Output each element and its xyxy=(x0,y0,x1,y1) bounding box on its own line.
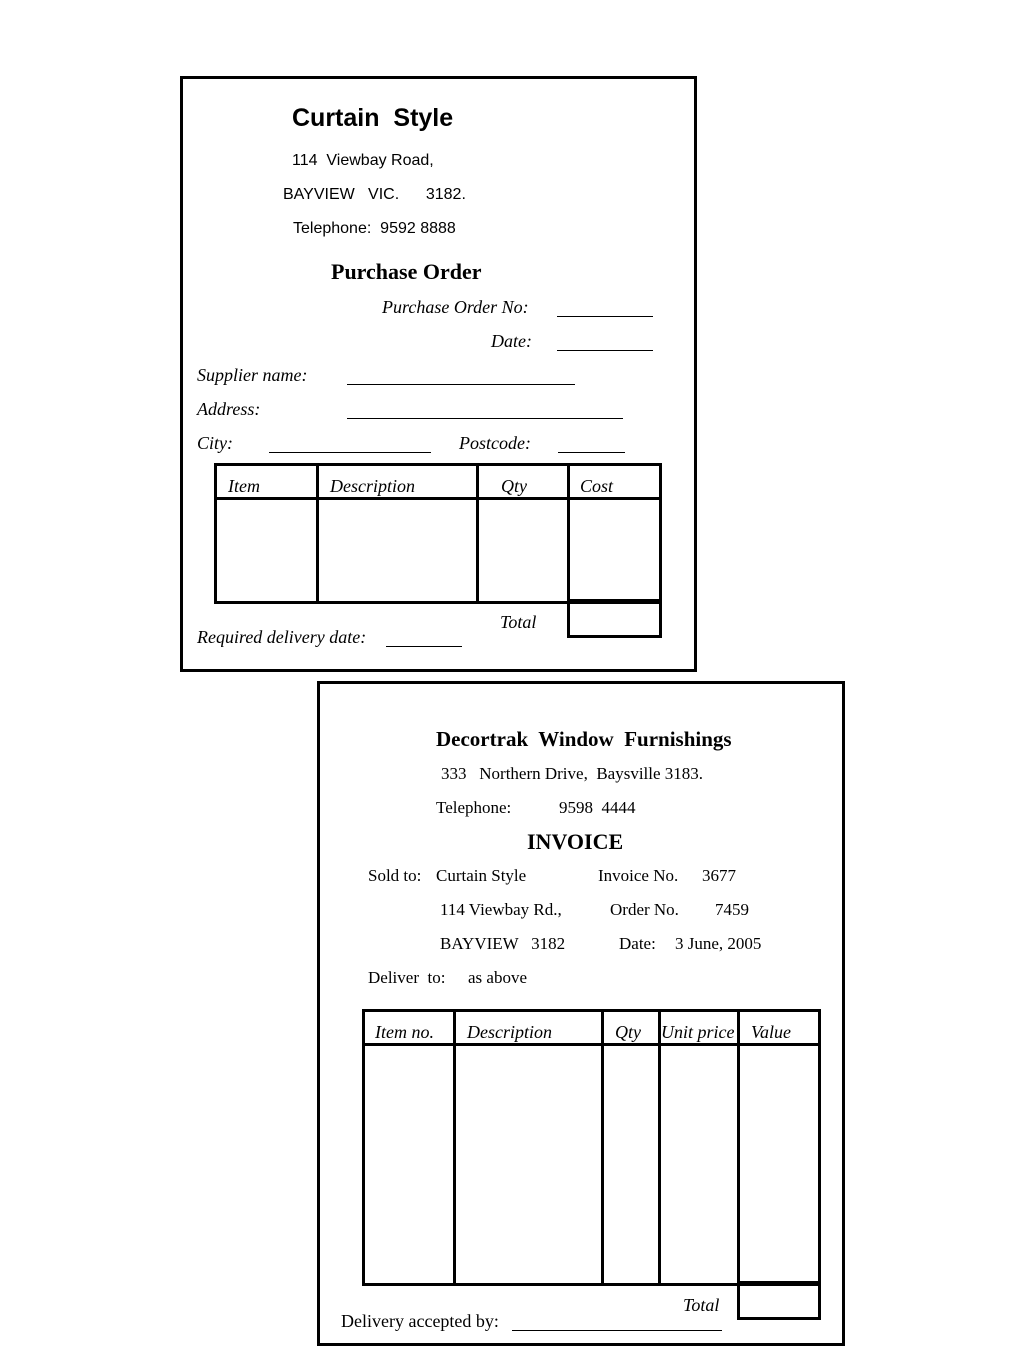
po-supplier-label: Supplier name: xyxy=(197,365,308,385)
po-total-label: Total xyxy=(500,612,537,632)
invoice-col-item-no: Item no. xyxy=(375,1022,434,1042)
invoice-total-label: Total xyxy=(683,1295,720,1315)
invoice-company-address: 333 Northern Drive, Baysville 3183. xyxy=(441,764,704,783)
po-delivery-date-line xyxy=(386,646,462,647)
invoice-delivery-accepted-line xyxy=(512,1330,722,1331)
po-address-line1: 114 Viewbay Road, xyxy=(292,152,434,169)
po-address-label: Address: xyxy=(197,399,261,419)
invoice-col-qty: Qty xyxy=(615,1022,641,1042)
invoice-deliver-to-label: Deliver to: xyxy=(368,968,446,987)
invoice-date-value: 3 June, 2005 xyxy=(675,934,762,953)
invoice-telephone-value: 9598 4444 xyxy=(559,798,636,817)
po-address-line2: BAYVIEW VIC. 3182. xyxy=(283,186,466,203)
invoice-delivery-accepted-label: Delivery accepted by: xyxy=(341,1311,499,1331)
invoice-sold-to-city: BAYVIEW 3182 xyxy=(440,934,566,953)
invoice-sold-to-label: Sold to: xyxy=(368,866,422,885)
po-col-description: Description xyxy=(330,476,415,496)
po-postcode-line xyxy=(558,452,625,453)
invoice-order-number-label: Order No. xyxy=(610,900,679,919)
po-address-line xyxy=(347,418,623,419)
invoice-date-label: Date: xyxy=(619,934,656,953)
po-col-item: Item xyxy=(228,476,260,496)
po-postcode-label: Postcode: xyxy=(459,433,531,453)
invoice-number-label: Invoice No. xyxy=(598,866,679,885)
po-supplier-line xyxy=(347,384,575,385)
invoice-sold-to-name: Curtain Style xyxy=(436,866,527,885)
invoice-sold-to-street: 114 Viewbay Rd., xyxy=(440,900,562,919)
po-date-line xyxy=(557,350,653,351)
invoice-number-value: 3677 xyxy=(702,866,736,885)
invoice-title: INVOICE xyxy=(527,829,624,854)
invoice-telephone-label: Telephone: xyxy=(436,798,512,817)
po-telephone: Telephone: 9592 8888 xyxy=(293,220,456,237)
invoice-col-unit-price: Unit price xyxy=(661,1022,735,1042)
po-number-label: Purchase Order No: xyxy=(382,297,529,317)
po-city-label: City: xyxy=(197,433,233,453)
invoice-order-number-value: 7459 xyxy=(715,900,749,919)
po-company-name: Curtain Style xyxy=(292,104,454,132)
po-col-qty: Qty xyxy=(501,476,527,496)
invoice-col-description: Description xyxy=(467,1022,552,1042)
po-title: Purchase Order xyxy=(331,259,482,284)
po-number-line xyxy=(557,316,653,317)
po-date-label: Date: xyxy=(491,331,532,351)
po-col-cost: Cost xyxy=(580,476,614,496)
invoice-deliver-to-value: as above xyxy=(468,968,528,987)
po-city-line xyxy=(269,452,431,453)
po-delivery-date-label: Required delivery date: xyxy=(197,627,367,647)
invoice-company-name: Decortrak Window Furnishings xyxy=(436,727,732,751)
invoice-col-value: Value xyxy=(751,1022,791,1042)
